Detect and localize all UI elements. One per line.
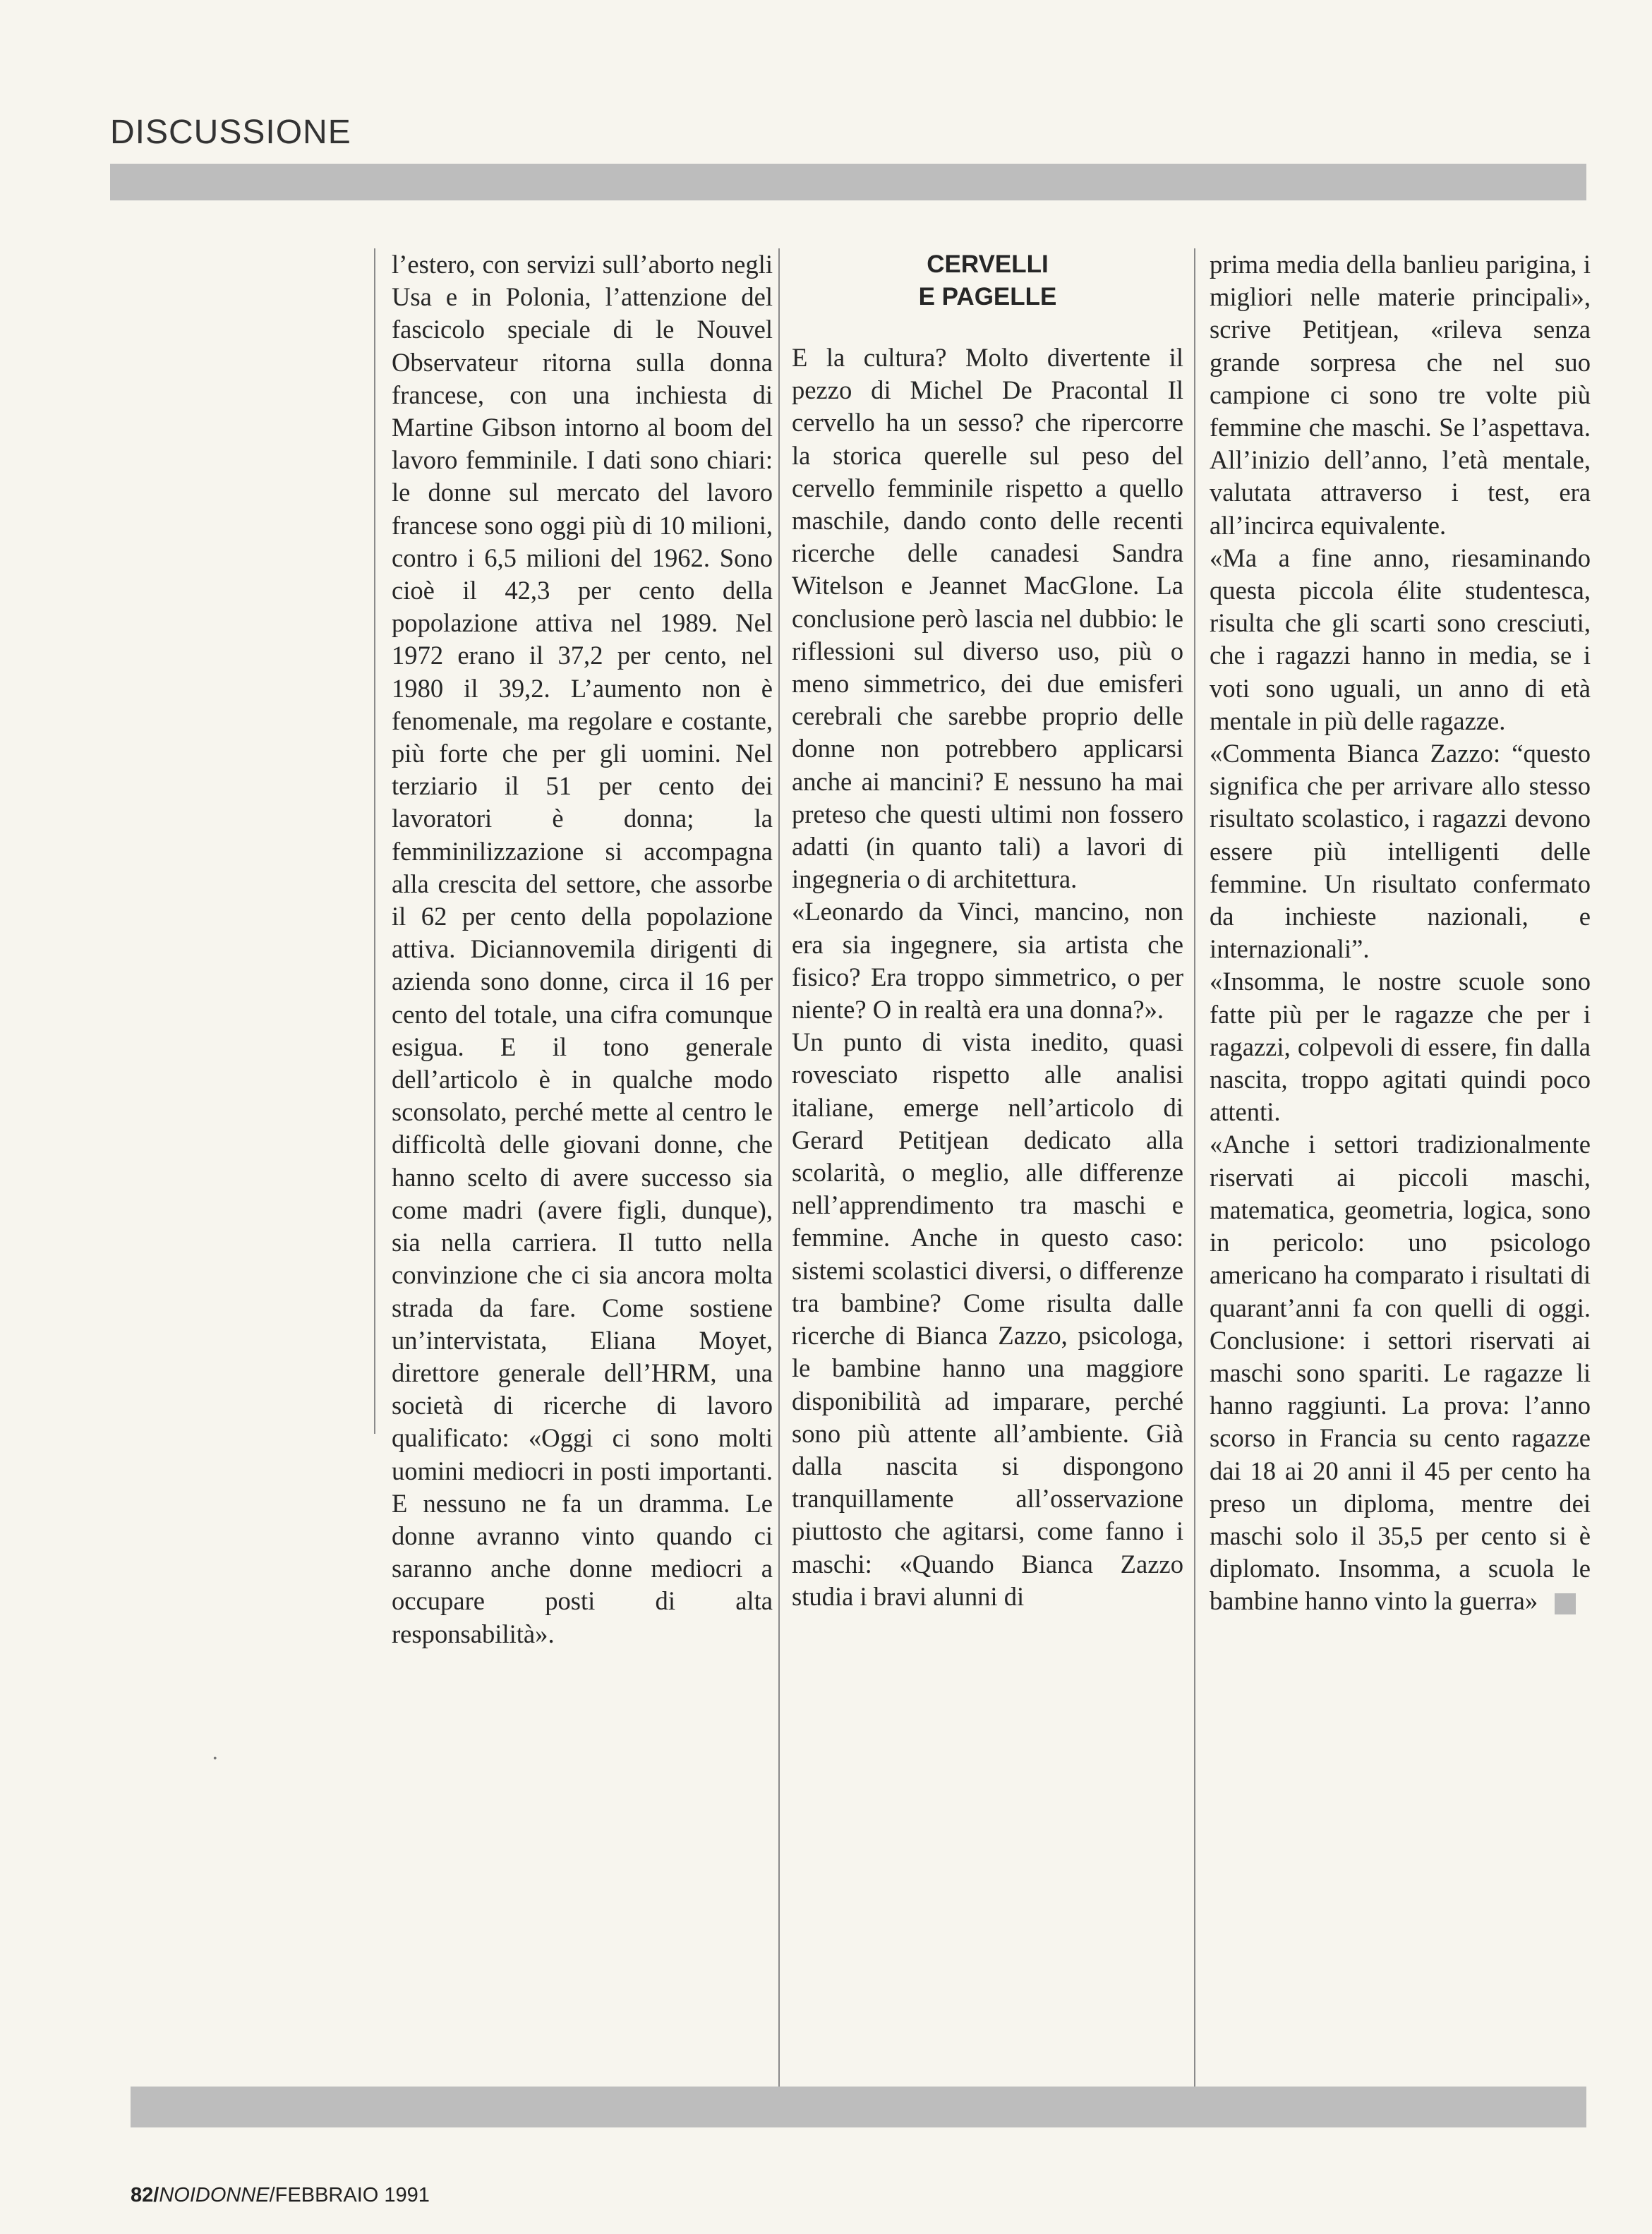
paragraph: «Commenta Bianca Zazzo: “questo significa che per arrivare allo stesso risultato scolastico, i ragazzi devono essere più intelligenti delle femmine. Un risultato confermato da inchieste nazionali, e internazionali”. <box>1210 739 1591 964</box>
column-rule <box>374 248 375 1434</box>
paragraph-text: «Anche i settori tradizionalmente riservati ai piccoli maschi, matematica, geometria, logica, sono in pericolo: uno psicologo americano ha comparato i risultati di quarant’anni fa con quelli di oggi. Conclusione: i settori riservati ai maschi sono spariti. Le ragazze li hanno raggiunti. La prova: l’anno scorso in Francia su cento ragazze dai 18 ai 20 anni il 45 per cento ha preso un diploma, mentre dei maschi solo il 35,5 per cento si è diplomato. Insomma, a scuola le bambine hanno vinto la guerra» <box>1210 1130 1591 1616</box>
article-column-2 <box>792 248 1183 1613</box>
paragraph <box>1210 1128 1591 1617</box>
article-column-3 <box>1210 248 1591 1618</box>
end-of-article-mark <box>1555 1593 1576 1614</box>
paragraph: «Insomma, le nostre scuole sono fatte più per le ragazze che per i ragazzi, colpevoli di essere, fin dalla nascita, troppo agitati quindi poco attenti. <box>1210 967 1591 1127</box>
paragraph: prima media della banlieu parigina, i migliori nelle materie principali», scrive Petitjean, «rileva senza grande sorpresa che nel suo campione ci sono tre volte più femmine che maschi. Se l’aspettava. All’inizio dell’anno, l’età mentale, valutata attraverso i test, era all’incirca equivalente. <box>1210 250 1591 540</box>
paragraph: «Ma a fine anno, riesaminando questa piccola élite studentesca, risulta che gli scarti sono cresciuti, che i ragazzi hanno in media, se i voti sono uguali, un anno di età mentale in più delle ragazze. <box>1210 543 1591 735</box>
page-footer <box>131 2184 430 2207</box>
paragraph: «Leonardo da Vinci, mancino, non era sia ingegnere, sia artista che fisico? Era troppo simmetrico, o per niente? O in realtà era una donna?». <box>792 897 1183 1025</box>
article-column-1 <box>392 248 773 1650</box>
column-rule <box>1194 248 1195 2118</box>
print-speck: · <box>212 1746 219 1771</box>
subheading-line: E PAGELLE <box>918 283 1057 310</box>
paragraph: Un punto di vista inedito, quasi rovesciato rispetto alle analisi italiane, emerge nell’articolo di Gerard Petitjean dedicato alla scolarità, o meglio, alle differenze nell’apprendimento tra maschi e femmine. Anche in questo caso: sistemi scolastici diversi, o differenze tra bambine? Come risulta dalle ricerche di Bianca Zazzo, psicologa, le bambine hanno una maggiore disponibilità ad imparare, perché sono più attente all’ambiente. Già dalla nascita si dispongono tranquillamente all’osservazione piuttosto che agitarsi, come fanno i maschi: «Quando Bianca Zazzo studia i bravi alunni di <box>792 1027 1183 1611</box>
issue-date: /FEBBRAIO 1991 <box>269 2184 430 2206</box>
magazine-name: NOIDONNE <box>159 2184 270 2206</box>
subheading <box>792 248 1183 313</box>
column-rule <box>778 248 780 2118</box>
footer-rule-bar <box>131 2087 1586 2127</box>
header-rule-bar <box>110 164 1586 200</box>
paragraph: E la cultura? Molto divertente il pezzo di Michel De Pracontal Il cervello ha un sesso? che ripercorre la storica querelle sul peso del cervello femminile rispetto a quello maschile, dando conto delle recenti ricerche delle canadesi Sandra Witelson e Jeannet MacGlone. La conclusione però lascia nel dubbio: le riflessioni sul diverso uso, più o meno simmetrico, dei due emisferi cerebrali che sarebbe proprio delle donne non potrebbero applicarsi anche ai mancini? E nessuno ha mai preteso che questi ultimi non fossero adatti (in quanto tali) a lavori di ingegneria o di architettura. <box>792 343 1183 894</box>
page-number: 82/ <box>131 2184 159 2206</box>
section-label: DISCUSSIONE <box>110 114 351 151</box>
subheading-line: CERVELLI <box>927 250 1049 278</box>
paragraph: l’estero, con servizi sull’aborto negli Usa e in Polonia, l’attenzione del fascicolo speciale di le Nouvel Observateur ritorna sulla donna francese, con una inchiesta di Martine Gibson intorno al boom del lavoro femminile. I dati sono chiari: le donne sul mercato del lavoro francese sono oggi più di 10 milioni, contro i 6,5 milioni del 1962. Sono cioè il 42,3 per cento della popolazione attiva nel 1989. Nel 1972 erano il 37,2 per cento, nel 1980 il 39,2. L’aumento non è fenomenale, ma regolare e costante, più forte che per gli uomini. Nel terziario il 51 per cento dei lavoratori è donna; la femminilizzazione si accompagna alla crescita del settore, che assorbe il 62 per cento della popolazione attiva. Diciannovemila dirigenti di azienda sono donne, circa il 16 per cento del totale, una cifra comunque esigua. E il tono generale dell’articolo è in qualche modo sconsolato, perché mette al centro le difficoltà delle giovani donne, che hanno scelto di avere successo sia come madri (avere figli, dunque), sia nella carriera. Il tutto nella convinzione che ci sia ancora molta strada da fare. Come sostiene un’intervistata, Eliana Moyet, direttore generale dell’HRM, una società di ricerche di lavoro qualificato: «Oggi ci sono molti uomini mediocri in posti importanti. E nessuno ne fa un dramma. Le donne avranno vinto quando ci saranno anche donne mediocri a occupare posti di alta responsabilità». <box>392 250 773 1648</box>
